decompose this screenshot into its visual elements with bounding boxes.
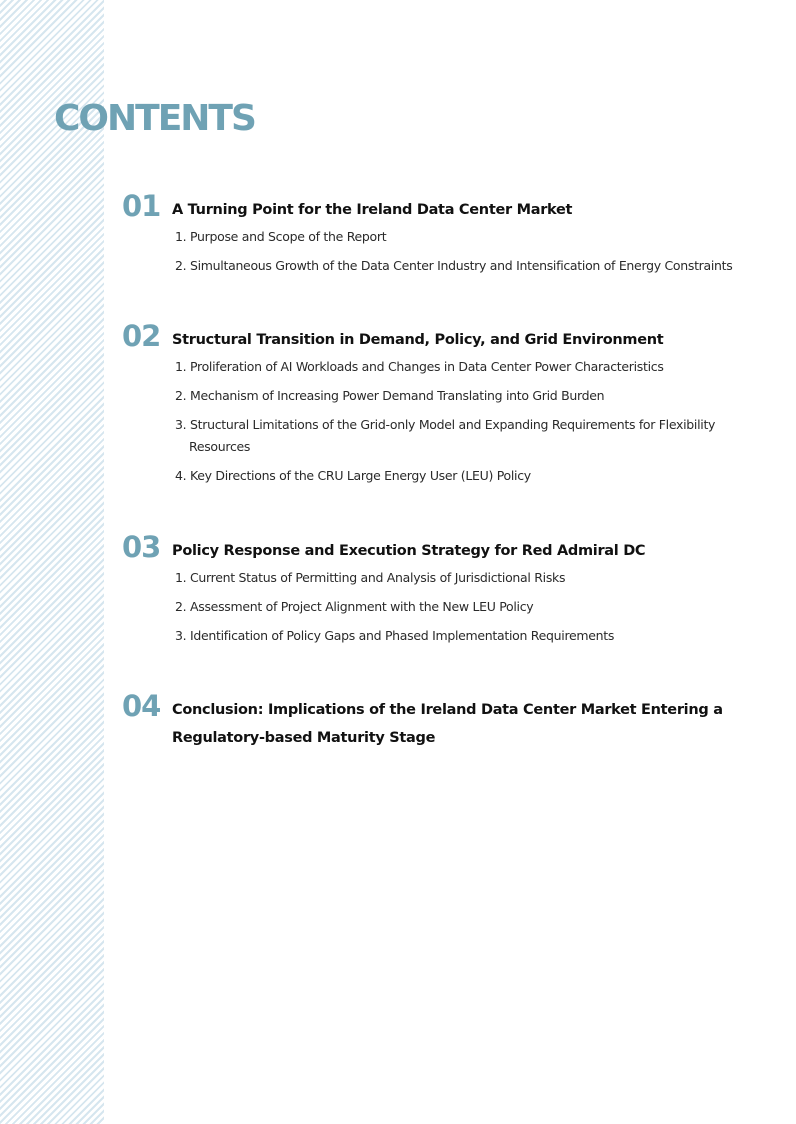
toc-item[interactable]: 3. Structural Limitations of the Grid-only Model and Expanding Requirements for Flexibility Resources <box>175 417 716 454</box>
section-title[interactable]: A Turning Point for the Ireland Data Center Market <box>172 202 573 218</box>
section-item-list <box>175 567 755 654</box>
toc-item[interactable]: 2. Assessment of Project Alignment with the New LEU Policy <box>175 599 534 614</box>
toc-item[interactable]: 1. Purpose and Scope of the Report <box>175 229 387 244</box>
decorative-stripe-band <box>0 0 104 1124</box>
section-item-list <box>175 356 755 494</box>
section-item-list <box>175 226 755 284</box>
toc-item[interactable]: 1. Proliferation of AI Workloads and Changes in Data Center Power Characteristics <box>175 359 664 374</box>
section-number: 04 <box>122 689 161 723</box>
toc-item[interactable]: 2. Mechanism of Increasing Power Demand Translating into Grid Burden <box>175 388 605 403</box>
page-title: CONTENTS <box>54 98 255 139</box>
section-number: 02 <box>122 319 161 353</box>
section-title[interactable]: Policy Response and Execution Strategy for Red Admiral DC <box>172 543 646 559</box>
toc-item[interactable]: 1. Current Status of Permitting and Analysis of Jurisdictional Risks <box>175 570 566 585</box>
section-number: 03 <box>122 530 161 564</box>
section-title[interactable]: Structural Transition in Demand, Policy, and Grid Environment <box>172 332 664 348</box>
toc-item[interactable]: 4. Key Directions of the CRU Large Energy User (LEU) Policy <box>175 468 531 483</box>
toc-item[interactable]: 2. Simultaneous Growth of the Data Center Industry and Intensification of Energy Constraints <box>175 258 733 273</box>
section-title[interactable]: Conclusion: Implications of the Ireland Data Center Market Entering a Regulatory-based Maturity Stage <box>172 702 723 746</box>
toc-item[interactable]: 3. Identification of Policy Gaps and Phased Implementation Requirements <box>175 628 615 643</box>
section-number: 01 <box>122 189 161 223</box>
